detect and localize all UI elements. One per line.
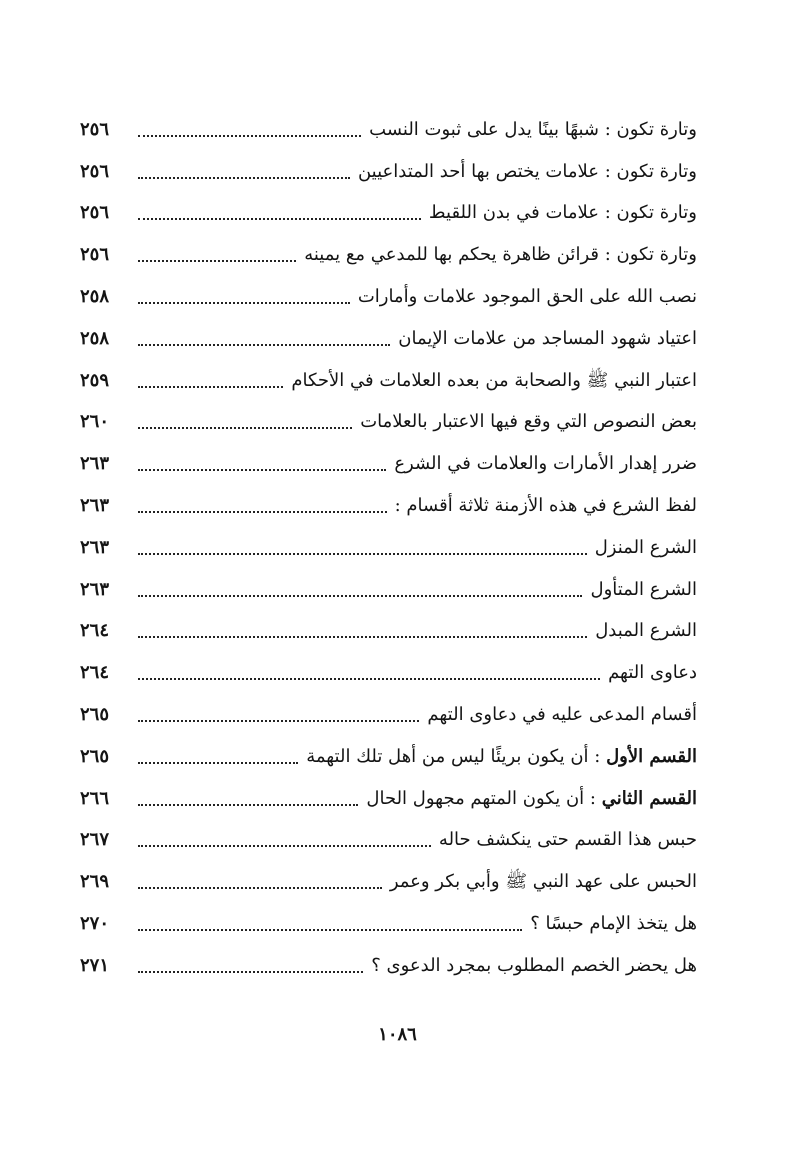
page-number: ٢٦٧	[80, 829, 110, 851]
entry-lead: القسم الثاني	[601, 787, 697, 809]
entry-title	[427, 704, 697, 726]
dot-leader	[138, 720, 419, 722]
dot-leader	[138, 845, 431, 847]
toc-entry	[80, 776, 697, 818]
page-number: ٢٥٨	[80, 327, 110, 349]
dot-leader	[138, 344, 390, 346]
toc-entry	[80, 107, 697, 149]
entry-text: الشرع المتأول	[590, 578, 697, 600]
toc-entry	[80, 483, 697, 525]
entry-text: هل يحضر الخصم المطلوب بمجرد الدعوى ؟	[371, 954, 697, 976]
dot-leader	[138, 887, 382, 889]
dot-leader	[138, 762, 298, 764]
toc-entry	[80, 859, 697, 901]
entry-text: ضرر إهدار الأمارات والعلامات في الشرع	[394, 453, 697, 475]
page-number: ٢٥٦	[80, 118, 110, 140]
dot-leader	[138, 929, 522, 931]
entry-title	[366, 788, 697, 810]
toc-entry	[80, 943, 697, 985]
toc-entry	[80, 734, 697, 776]
dot-leader	[138, 595, 582, 597]
entry-title	[595, 537, 697, 559]
page-number: ٢٦٤	[80, 662, 110, 684]
entry-text: الحبس على عهد النبي ﷺ وأبي بكر وعمر	[389, 871, 697, 893]
entry-title	[398, 328, 697, 350]
entry-text: وتارة تكون : شبهًا بينًا يدل على ثبوت النسب	[369, 118, 697, 140]
entry-title	[595, 620, 697, 642]
dot-leader	[138, 218, 421, 220]
dot-leader	[138, 302, 350, 304]
page-number: ٢٥٩	[80, 369, 110, 391]
entry-text: وتارة تكون : علامات يختص بها أحد المتداعيين	[357, 160, 697, 182]
toc-entry	[80, 525, 697, 567]
toc-entry	[80, 358, 697, 400]
dot-leader	[138, 177, 350, 179]
entry-text: : أن يكون المتهم مجهول الحال	[366, 787, 602, 809]
entry-text: الشرع المنزل	[594, 536, 697, 558]
toc-entry	[80, 901, 697, 943]
entry-text: اعتبار النبي ﷺ والصحابة من بعده العلامات في الأحكام	[291, 369, 697, 391]
page-number: ٢٦٥	[80, 703, 110, 725]
dot-leader	[138, 427, 352, 429]
entry-text: دعاوى التهم	[608, 662, 697, 684]
page-number: ٢٧١	[80, 954, 110, 976]
entry-title	[358, 161, 697, 183]
toc-entry	[80, 149, 697, 191]
page-number: ٢٧٠	[80, 912, 110, 934]
dot-leader	[138, 553, 587, 555]
table-of-contents	[80, 107, 697, 985]
entry-title	[304, 244, 697, 266]
page-number: ٢٥٦	[80, 202, 110, 224]
entry-text: نصب الله على الحق الموجود علامات وأمارات	[357, 285, 697, 307]
page-number: ٢٥٦	[80, 244, 110, 266]
entry-title	[429, 202, 697, 224]
entry-text: : أن يكون بريئًا ليس من أهل تلك التهمة	[306, 745, 607, 767]
page-number: ٢٦٣	[80, 578, 110, 600]
dot-leader	[138, 678, 600, 680]
toc-entry	[80, 609, 697, 651]
entry-text: اعتياد شهود المساجد من علامات الإيمان	[398, 327, 697, 349]
page-folio-number: ١٠٨٦	[378, 1024, 417, 1045]
page-number: ٢٦٤	[80, 620, 110, 642]
entry-title	[291, 370, 697, 392]
toc-entry	[80, 650, 697, 692]
entry-title	[439, 829, 697, 851]
entry-text: الشرع المبدل	[595, 620, 697, 642]
entry-title	[590, 579, 697, 601]
dot-leader	[138, 135, 361, 137]
dot-leader	[138, 260, 296, 262]
toc-entry	[80, 191, 697, 233]
toc-entry	[80, 274, 697, 316]
entry-text: لفظ الشرع في هذه الأزمنة ثلاثة أقسام :	[394, 494, 697, 516]
page-number: ٢٦٥	[80, 745, 110, 767]
entry-text: وتارة تكون : قرائن ظاهرة يحكم بها للمدعي مع يمينه	[304, 244, 697, 266]
dot-leader	[138, 469, 386, 471]
toc-entry	[80, 441, 697, 483]
entry-title	[608, 662, 697, 684]
entry-title	[390, 871, 697, 893]
toc-entry	[80, 567, 697, 609]
entry-title	[371, 955, 697, 977]
entry-text: هل يتخذ الإمام حبسًا ؟	[530, 912, 697, 934]
toc-entry	[80, 232, 697, 274]
dot-leader	[138, 511, 387, 513]
entry-lead: القسم الأول	[606, 745, 697, 767]
toc-entry	[80, 316, 697, 358]
page-number: ٢٦٠	[80, 411, 110, 433]
entry-text: وتارة تكون : علامات في بدن اللقيط	[428, 202, 697, 224]
page-number: ٢٦٣	[80, 453, 110, 475]
dot-leader	[138, 804, 358, 806]
page-number: ٢٥٨	[80, 285, 110, 307]
page-number: ٢٦٦	[80, 787, 110, 809]
page-number: ٢٦٣	[80, 536, 110, 558]
dot-leader	[138, 636, 587, 638]
dot-leader	[138, 971, 363, 973]
entry-title	[360, 411, 697, 433]
page-number: ٢٦٣	[80, 494, 110, 516]
page-number: ٢٦٩	[80, 871, 110, 893]
toc-entry	[80, 818, 697, 860]
entry-title	[358, 286, 697, 308]
entry-title	[395, 495, 697, 517]
entry-text: أقسام المدعى عليه في دعاوى التهم	[427, 703, 697, 725]
dot-leader	[138, 386, 283, 388]
toc-entry	[80, 692, 697, 734]
entry-title	[530, 913, 697, 935]
entry-text: بعض النصوص التي وقع فيها الاعتبار بالعلامات	[360, 411, 697, 433]
entry-text: حبس هذا القسم حتى ينكشف حاله	[438, 829, 697, 851]
entry-title	[306, 746, 697, 768]
entry-title	[369, 119, 697, 141]
entry-title	[394, 453, 697, 475]
toc-entry	[80, 400, 697, 442]
page-number: ٢٥٦	[80, 160, 110, 182]
